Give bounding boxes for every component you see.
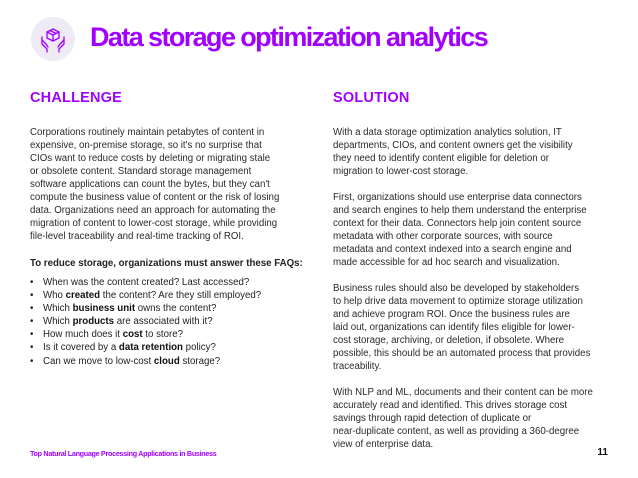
faq-text: to store? [142, 329, 183, 341]
solution-text-line: and achieve program ROI. Once the business rules are [333, 309, 570, 320]
faq-keyword: business unit [72, 303, 136, 315]
faq-keyword: cost [122, 329, 143, 341]
solution-text-line: context for their data. Connectors help join content source [333, 218, 582, 229]
solution-heading: SOLUTION [333, 90, 410, 106]
faq-item [30, 315, 300, 328]
solution-text-line: and search engines to help them understand the enterprise [333, 205, 587, 216]
solution-text-line: made accessible for ad hoc search and visualization. [333, 257, 560, 268]
challenge-paragraph [30, 126, 300, 243]
solution-text-line: metadata and context indexed into a search engine and [333, 244, 572, 255]
challenge-text-line: software applications can count the bytes, but they can't [30, 179, 270, 190]
faq-keyword: cloud [153, 355, 180, 367]
solution-text-line: near-duplicate content, as well as providing a 360-degree [333, 426, 580, 437]
challenge-text-line: expensive, on-premise storage, so it's no surprise that [30, 140, 262, 151]
solution-text-line: possible, this should be an automated process that provides [333, 348, 591, 359]
faq-item [30, 328, 300, 341]
page-title: Data storage optimization analytics [90, 22, 488, 52]
solution-text-line: view of enterprise data. [333, 439, 434, 450]
solution-text-line: traceability. [333, 361, 382, 372]
faq-text: Who [43, 290, 66, 302]
faq-text: storage? [179, 355, 221, 367]
faq-keyword: created [65, 290, 101, 302]
faq-text: Which [43, 316, 73, 328]
challenge-text-line: or obsolete content. Standard storage management [30, 166, 252, 177]
challenge-text-line: CIOs want to reduce costs by deleting or migrating stale [30, 153, 271, 164]
solution-text-line: Business rules should also be developed by stakeholders [333, 283, 580, 294]
solution-text-line: With NLP and ML, documents and their content can be more [333, 387, 593, 398]
faq-text: policy? [182, 342, 216, 354]
challenge-heading: CHALLENGE [30, 90, 123, 106]
challenge-text-line: data. Organizations need an approach for automating the [30, 205, 276, 216]
page-number: 11 [597, 447, 608, 458]
solution-body [333, 126, 615, 451]
solution-text-line: savings through rapid detection of duplicate or [333, 413, 532, 424]
solution-paragraph [333, 282, 615, 373]
solution-text-line: First, organizations should use enterprise data connectors [333, 192, 582, 203]
challenge-text-line: compute the business value of content or the risk of losing [30, 192, 280, 203]
faq-item [30, 355, 300, 368]
solution-text-line: accurately read and identified. This drives storage cost [333, 400, 568, 411]
faq-item [30, 276, 300, 289]
faq-text: When was the content created? Last accessed? [43, 277, 250, 288]
solution-paragraph [333, 191, 615, 269]
faq-item [30, 341, 300, 354]
faq-text: Which [43, 303, 73, 315]
faq-text: are associated with it? [114, 316, 213, 328]
solution-text-line: cost storage, archiving, or deletion, if obsolete. Where [333, 335, 565, 346]
faq-text: Can we move to low-cost [43, 355, 154, 367]
header-icon-badge [31, 17, 75, 61]
faq-keyword: products [72, 316, 115, 328]
challenge-text-line: Corporations routinely maintain petabytes of content in [30, 127, 265, 138]
faq-keyword: data retention [118, 342, 183, 354]
footer-title: Top Natural Language Processing Applications in Business [30, 449, 217, 458]
solution-column [333, 90, 615, 464]
faq-list [30, 276, 300, 368]
faq-text: owns the content? [135, 303, 217, 315]
solution-text-line: With a data storage optimization analytics solution, IT [333, 127, 562, 138]
solution-text-line: laid out, organizations can identify files eligible for lower- [333, 322, 575, 333]
solution-text-line: departments, CIOs, and content owners get the visibility [333, 140, 573, 151]
challenge-text-line: migration of content to lower-cost storage, while providing [30, 218, 278, 229]
solution-paragraph [333, 126, 615, 178]
challenge-text-line: file-level traceability and real-time tracking of ROI. [30, 231, 244, 242]
faq-item [30, 289, 300, 302]
hand-holding-box-icon [39, 25, 67, 53]
solution-text-line: to help drive data movement to optimize storage utilization [333, 296, 583, 307]
solution-text-line: metadata with other corporate sources, with source [333, 231, 553, 242]
faq-text: the content? Are they still employed? [100, 290, 262, 302]
faq-heading: To reduce storage, organizations must answer these FAQs: [30, 258, 303, 269]
solution-text-line: migration to lower-cost storage. [333, 166, 469, 177]
faq-item [30, 302, 300, 315]
challenge-column [30, 90, 303, 368]
faq-text: How much does it [43, 329, 123, 341]
faq-text: Is it covered by a [43, 342, 119, 354]
solution-paragraph [333, 386, 615, 451]
solution-text-line: they need to identify content eligible for deletion or [333, 153, 549, 164]
